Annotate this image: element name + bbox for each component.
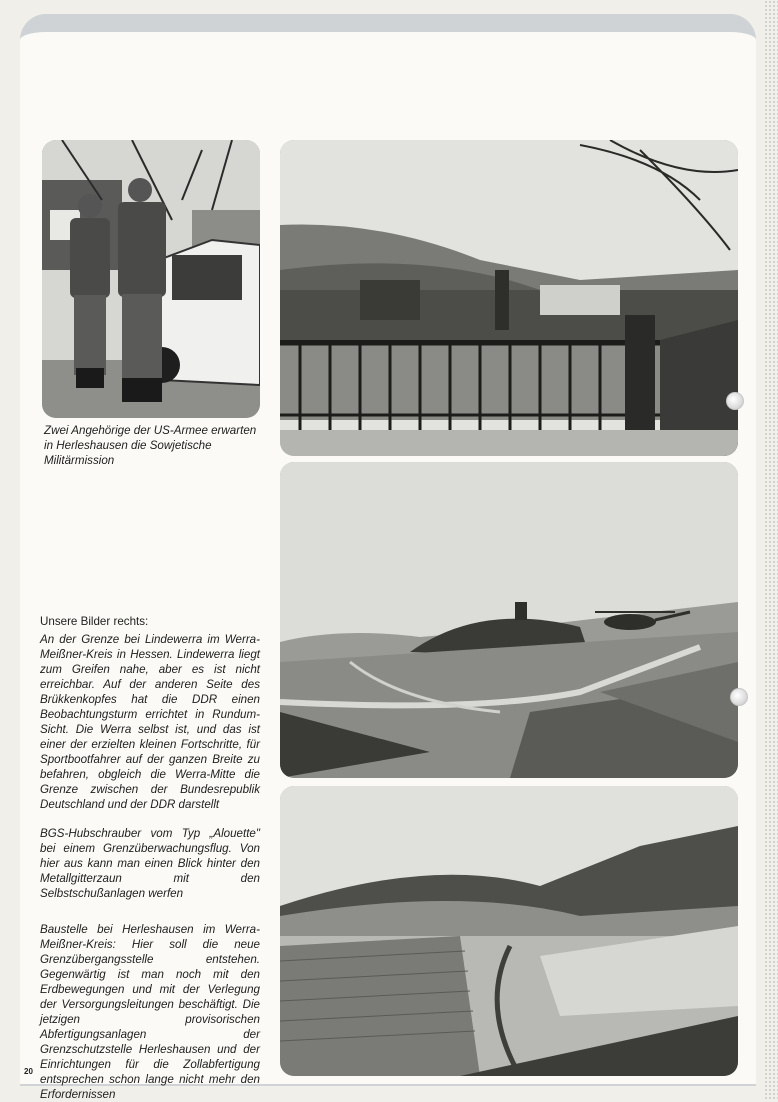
- caption-construction: Baustelle bei Herleshausen im Werra-Meißner-Kreis: Hier soll die neue Grenzübergangsstelle entstehen. Gegenwärtig ist man noch mit den Erdbewegungen und mit der Verlegung der Versorgungsleitungen beschäftigt. Die jetzigen provisorischen Abfertigungsanlagen der Grenzschutzstelle Herleshausen und der Einrichtungen für die Zollabfertigung entsprechen schon lange nicht mehr den Erfordernissen: [40, 923, 260, 1101]
- binder-hole-top: [726, 392, 744, 410]
- photo-us-soldiers: [42, 140, 260, 418]
- page-edge-texture: [764, 0, 778, 1100]
- page-number: 20: [24, 1067, 33, 1076]
- binder-hole-bottom: [730, 688, 748, 706]
- photo-construction-site: [280, 786, 738, 1076]
- photo-helicopter-border: [280, 462, 738, 778]
- caption-helicopter: BGS-Hubschrauber vom Typ „Alouette" bei einem Grenzüberwachungsflug. Von hier aus kann man einen Blick hinter den Metallgitterzaun mit den Selbstschußanlagen werfen: [40, 827, 260, 900]
- caption-us-soldiers: Zwei Angehörige der US-Armee erwarten in Herleshausen die Sowjetische Militärmission: [44, 424, 257, 467]
- photo-werra-bridge: [280, 140, 738, 456]
- caption-lindewerra: An der Grenze bei Lindewerra im Werra-Meißner-Kreis in Hessen. Lindewerra liegt zum Greifen nahe, aber es ist nicht erreichbar. Auf der anderen Seite des Brükkenkopfes hat die DDR einen Beobachtungsturm errichtet in Rundum-Sicht. Die Werra selbst ist, und das ist einer der erzielten kleinen Fortschritte, für Sportbootfahrer auf der ganzen Breite zu befahren, obgleich die Werra-Mitte die Grenze zwischen der Bundesrepublik Deutschland und der DDR darstellt: [40, 633, 260, 811]
- captions-heading: Unsere Bilder rechts:: [40, 615, 149, 628]
